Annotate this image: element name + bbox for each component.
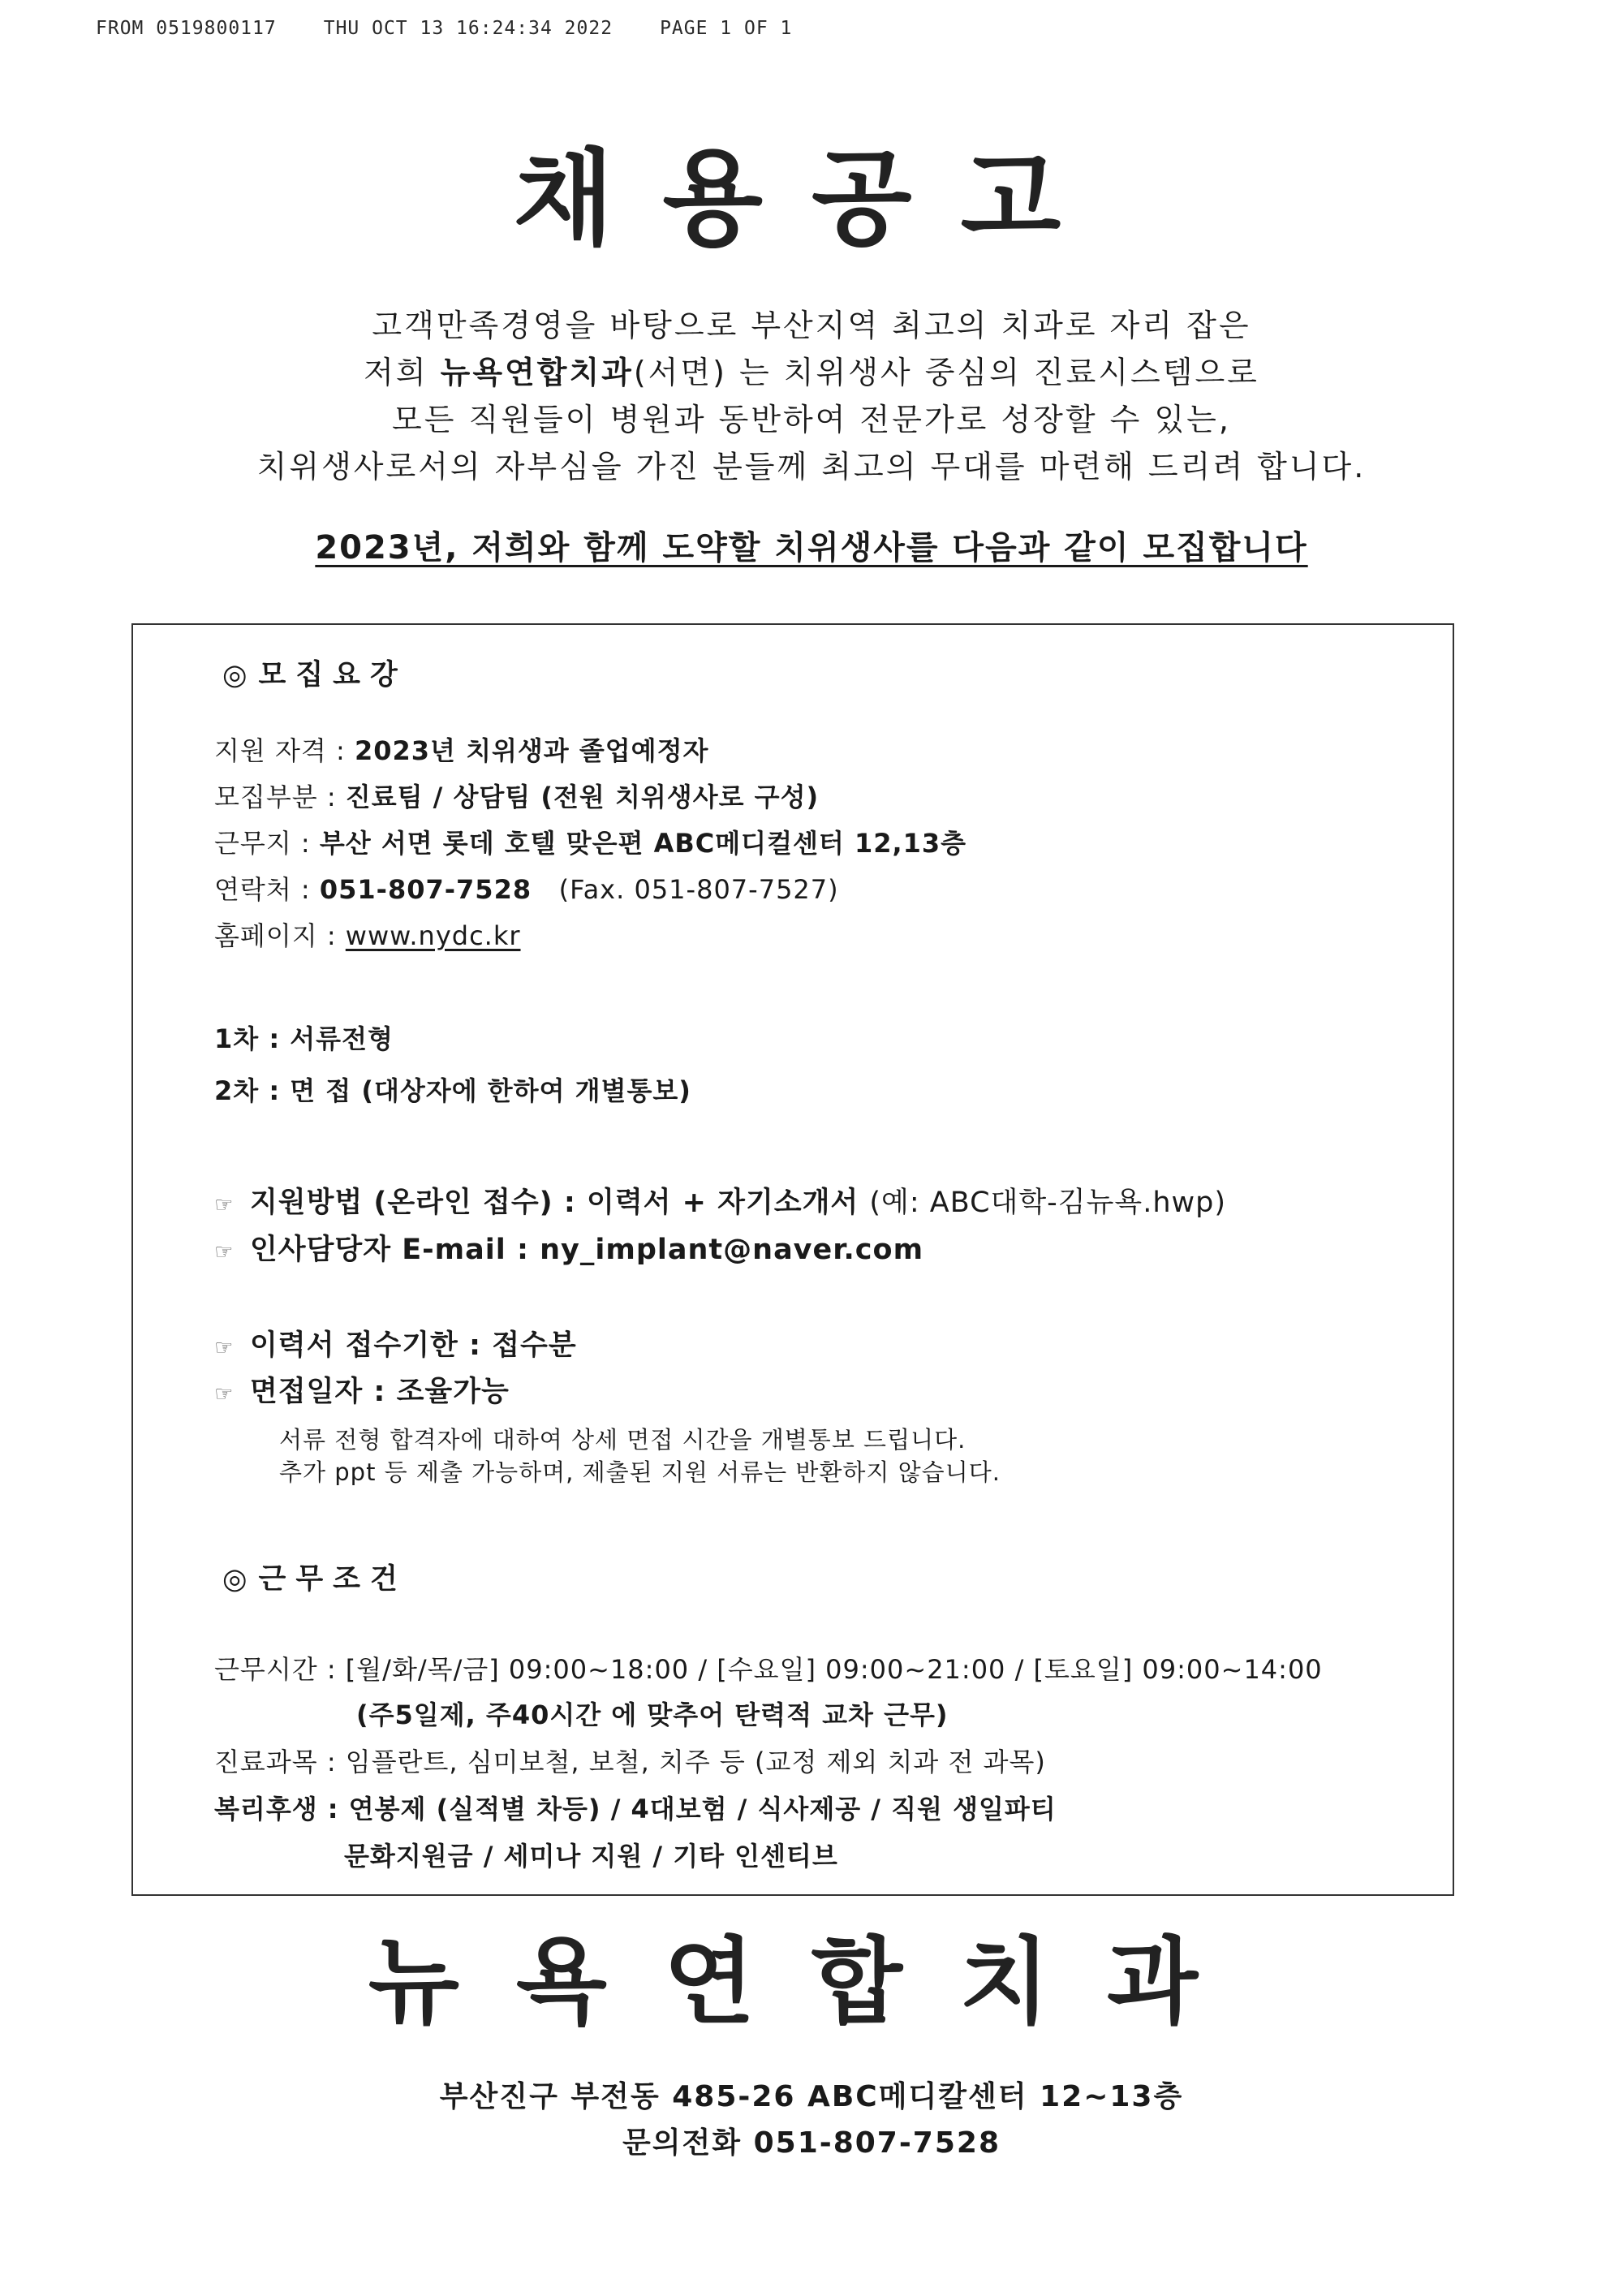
hours-note: (주5일제, 주40시간 에 맞추어 탄력적 교차 근무) <box>356 1699 949 1730</box>
interview-note-2: 추가 ppt 등 제출 가능하며, 제출된 지원 서류는 반환하지 않습니다. <box>279 1458 1001 1486</box>
intro-line-1: 고객만족경영을 바탕으로 부산지역 최고의 치과로 자리 잡은 <box>372 308 1251 343</box>
contact-label: 연락처 : <box>214 874 320 905</box>
intro-line-3: 모든 직원들이 병원과 동반하여 전문가로 성장할 수 있는, <box>392 402 1231 437</box>
email-row <box>214 1227 923 1268</box>
page-title: 채용공고 <box>513 139 1110 260</box>
clinic-name: 뉴욕연합치과 <box>368 1928 1255 2037</box>
email-address[interactable]: : ny_implant@naver.com <box>506 1234 924 1266</box>
double-circle-icon: ◎ <box>222 1563 248 1596</box>
fax-from: FROM 0519800117 <box>96 18 277 39</box>
homepage-row <box>214 915 521 953</box>
recruit-section-title: 모집요강 <box>258 659 407 691</box>
double-circle-icon: ◎ <box>222 659 248 691</box>
clinic-phone: 문의전화 051-807-7528 <box>622 2126 1001 2160</box>
screening-step-1: 1차 : 서류전형 <box>214 1023 394 1054</box>
interview-note-1: 서류 전형 합격자에 대하여 상세 면접 시간을 개별통보 드립니다. <box>279 1426 966 1454</box>
intro-line-2-pre: 저희 <box>364 355 441 390</box>
deadline-row <box>214 1323 577 1363</box>
pointing-hand-icon: ☞ <box>214 1336 235 1360</box>
intro-clinic-name: 뉴욕연합치과 <box>440 355 634 390</box>
fax-datetime: THU OCT 13 16:24:34 2022 <box>323 18 613 39</box>
location-row <box>214 823 966 860</box>
location-label: 근무지 : <box>214 828 320 859</box>
hours-row <box>214 1649 1323 1686</box>
intro-line-2 <box>0 349 1623 396</box>
hours-value: [월/화/목/금] 09:00~18:00 / [수요일] 09:00~21:00 / [토요일] 09:00~14:00 <box>345 1654 1323 1685</box>
qualification-row <box>214 730 708 768</box>
conditions-section-heading <box>222 1557 407 1597</box>
division-row <box>214 777 819 814</box>
departments-value: 임플란트, 심미보철, 보철, 치주 등 (교정 제외 치과 전 과목) <box>345 1747 1046 1777</box>
departments-label: 진료과목 : <box>214 1747 346 1777</box>
interview-value: : 조율가능 <box>363 1376 510 1408</box>
homepage-label: 홈페이지 : <box>214 920 346 951</box>
qualification-label: 지원 자격 : <box>214 735 355 766</box>
email-label: 인사담당자 E-mail <box>250 1234 506 1266</box>
departments-row <box>214 1742 1046 1779</box>
location-value: 부산 서면 롯데 호텔 맞은편 ABC메디컬센터 12,13층 <box>319 828 967 859</box>
interview-row <box>214 1369 510 1410</box>
division-label: 모집부분 : <box>214 782 346 812</box>
welfare-value-2: 문화지원금 / 세미나 지원 / 기타 인센티브 <box>344 1841 838 1872</box>
headline-text: 2023년, 저희와 함께 도약할 치위생사를 다음과 같이 모집합니다 <box>315 529 1308 566</box>
qualification-value: 2023년 치위생과 졸업예정자 <box>354 735 709 766</box>
recruit-section-heading <box>222 653 407 693</box>
clinic-address: 부산진구 부전동 485-26 ABC메디칼센터 12~13층 <box>439 2080 1184 2113</box>
pointing-hand-icon: ☞ <box>214 1193 235 1217</box>
intro-line-4: 치위생사로서의 자부심을 가진 분들께 최고의 무대를 마련해 드리려 합니다. <box>256 449 1367 485</box>
contact-fax: (Fax. 051-807-7527) <box>558 874 839 905</box>
interview-label: 면접일자 <box>250 1376 364 1408</box>
fax-page: PAGE 1 OF 1 <box>660 18 793 39</box>
pointing-hand-icon: ☞ <box>214 1240 235 1264</box>
intro-line-2-post: (서면) 는 치위생사 중심의 진료시스템으로 <box>633 355 1259 390</box>
pointing-hand-icon: ☞ <box>214 1382 235 1406</box>
homepage-link[interactable]: www.nydc.kr <box>345 920 521 951</box>
apply-method-label: 지원방법 (온라인 접수) <box>250 1187 553 1219</box>
hours-label: 근무시간 : <box>214 1654 346 1685</box>
deadline-label: 이력서 접수기한 : <box>250 1329 493 1362</box>
apply-method-row <box>214 1180 1226 1221</box>
contact-phone: 051-807-7528 <box>319 874 532 905</box>
contact-row <box>214 869 839 907</box>
welfare-row <box>214 1789 1057 1826</box>
screening-step-2: 2차 : 면 접 (대상자에 한하여 개별통보) <box>214 1075 691 1106</box>
apply-method-value: : 이력서 + 자기소개서 <box>553 1187 870 1219</box>
intro-text <box>0 302 1623 490</box>
welfare-label: 복리후생 : <box>214 1794 349 1824</box>
apply-method-example: (예: ABC대학-김뉴욕.hwp) <box>869 1187 1227 1219</box>
recruit-headline <box>0 522 1623 568</box>
fax-header <box>96 18 839 39</box>
recruit-info-box <box>131 623 1454 1896</box>
conditions-section-title: 근무조건 <box>258 1563 407 1596</box>
deadline-value: 접수분 <box>492 1329 577 1362</box>
welfare-value: 연봉제 (실적별 차등) / 4대보험 / 식사제공 / 직원 생일파티 <box>348 1794 1057 1824</box>
division-value: 진료팀 / 상담팀 (전원 치위생사로 구성) <box>345 782 820 812</box>
